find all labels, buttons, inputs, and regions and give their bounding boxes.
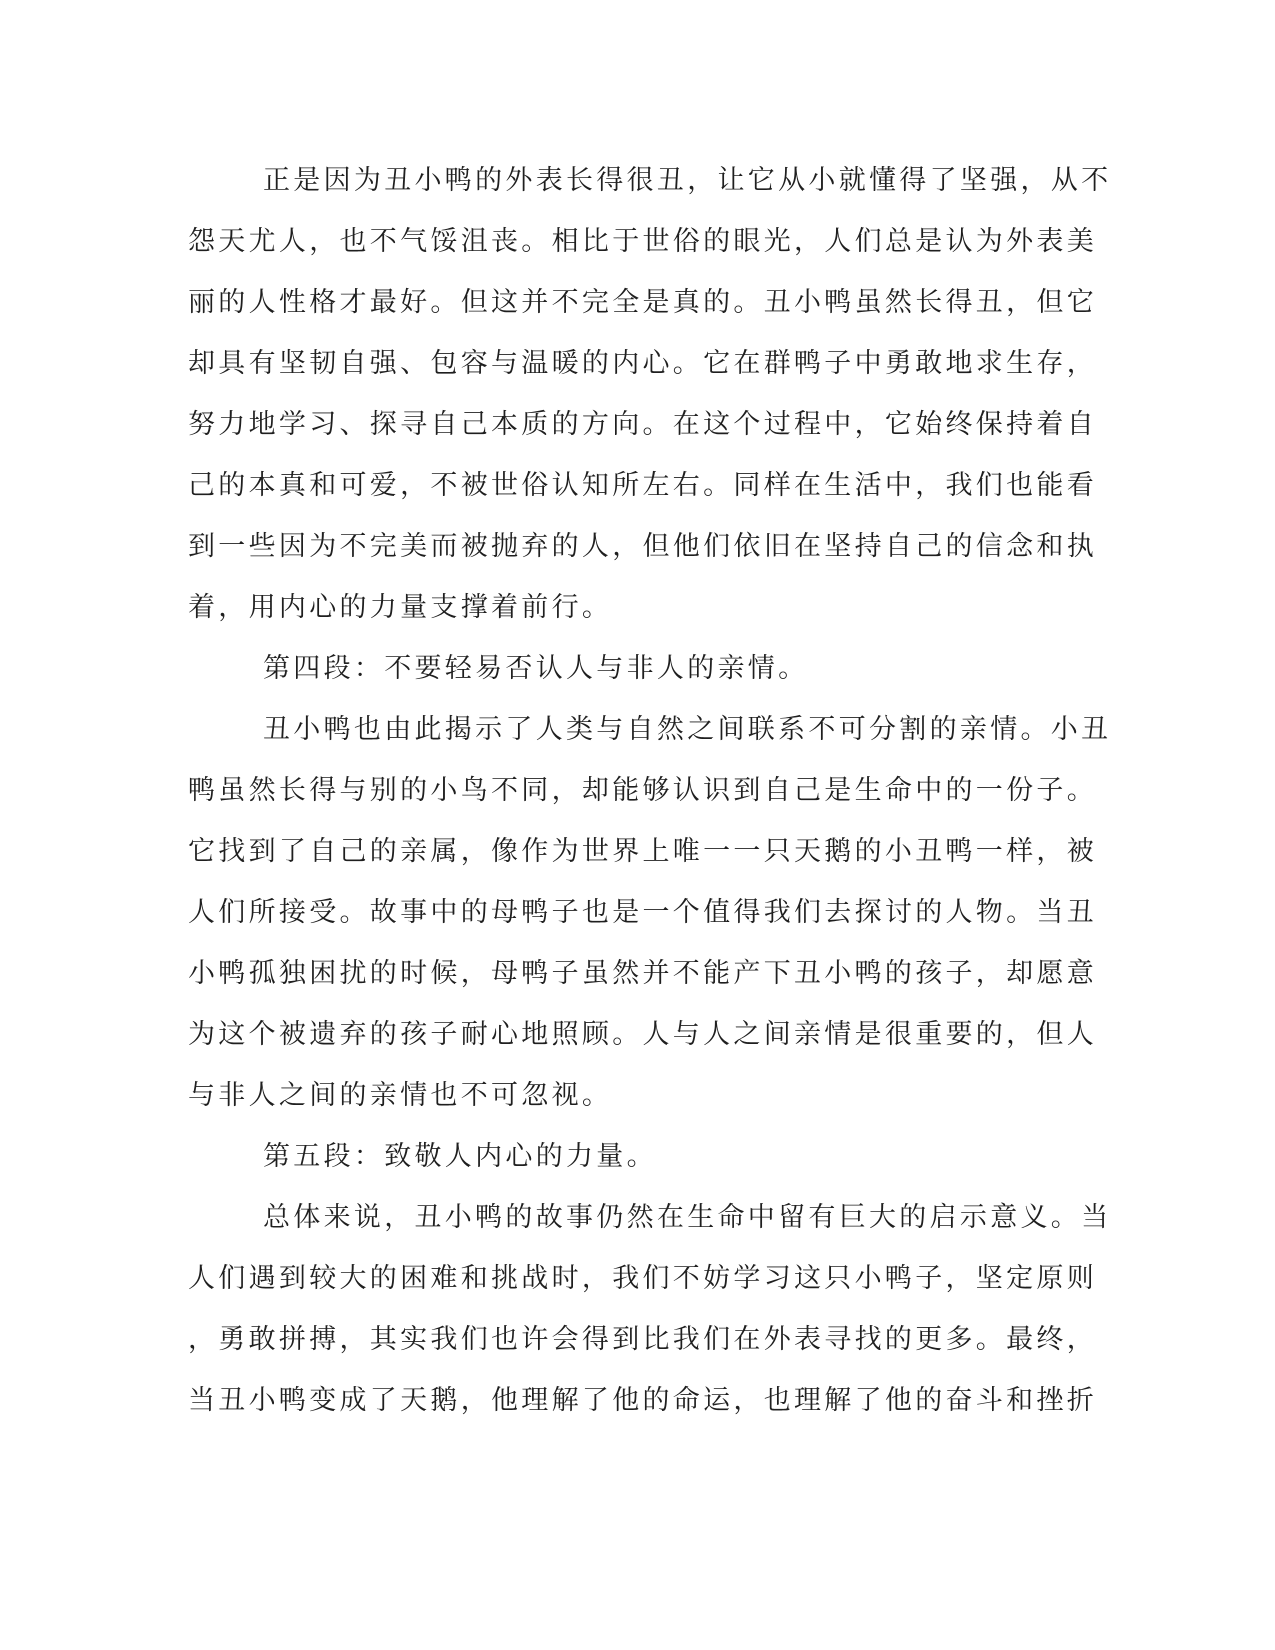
section-heading-5: 第五段：致敬人内心的力量。	[263, 1141, 657, 1172]
paragraph-line: 却具有坚韧自强、包容与温暖的内心。它在群鸭子中勇敢地求生存，	[188, 348, 1097, 379]
paragraph-line: 己的本真和可爱，不被世俗认知所左右。同样在生活中，我们也能看	[188, 470, 1097, 501]
paragraph-line: 努力地学习、探寻自己本质的方向。在这个过程中，它始终保持着自	[188, 409, 1097, 440]
paragraph-line: 人们所接受。故事中的母鸭子也是一个值得我们去探讨的人物。当丑	[188, 897, 1097, 928]
paragraph-line: 与非人之间的亲情也不可忽视。	[188, 1080, 613, 1111]
paragraph-line: 丑小鸭也由此揭示了人类与自然之间联系不可分割的亲情。小丑	[263, 714, 1112, 745]
paragraph-line: 总体来说，丑小鸭的故事仍然在生命中留有巨大的启示意义。当	[263, 1202, 1112, 1233]
paragraph-line: 怨天尤人，也不气馁沮丧。相比于世俗的眼光，人们总是认为外表美	[188, 226, 1097, 257]
paragraph-line: 小鸭孤独困扰的时候，母鸭子虽然并不能产下丑小鸭的孩子，却愿意	[188, 958, 1097, 989]
paragraph-line: 着，用内心的力量支撑着前行。	[188, 592, 613, 623]
paragraph-line: 丽的人性格才最好。但这并不完全是真的。丑小鸭虽然长得丑，但它	[188, 287, 1097, 318]
paragraph-line: 为这个被遗弃的孩子耐心地照顾。人与人之间亲情是很重要的，但人	[188, 1019, 1097, 1050]
paragraph-line: ，勇敢拼搏，其实我们也许会得到比我们在外表寻找的更多。最终，	[188, 1324, 1097, 1355]
paragraph-line: 当丑小鸭变成了天鹅，他理解了他的命运，也理解了他的奋斗和挫折	[188, 1385, 1097, 1416]
paragraph-line: 到一些因为不完美而被抛弃的人，但他们依旧在坚持自己的信念和执	[188, 531, 1097, 562]
paragraph-line: 正是因为丑小鸭的外表长得很丑，让它从小就懂得了坚强，从不	[263, 165, 1112, 196]
paragraph-line: 鸭虽然长得与别的小鸟不同，却能够认识到自己是生命中的一份子。	[188, 775, 1097, 806]
paragraph-line: 人们遇到较大的困难和挑战时，我们不妨学习这只小鸭子，坚定原则	[188, 1263, 1097, 1294]
section-heading-4: 第四段：不要轻易否认人与非人的亲情。	[263, 653, 809, 684]
paragraph-line: 它找到了自己的亲属，像作为世界上唯一一只天鹅的小丑鸭一样，被	[188, 836, 1097, 867]
